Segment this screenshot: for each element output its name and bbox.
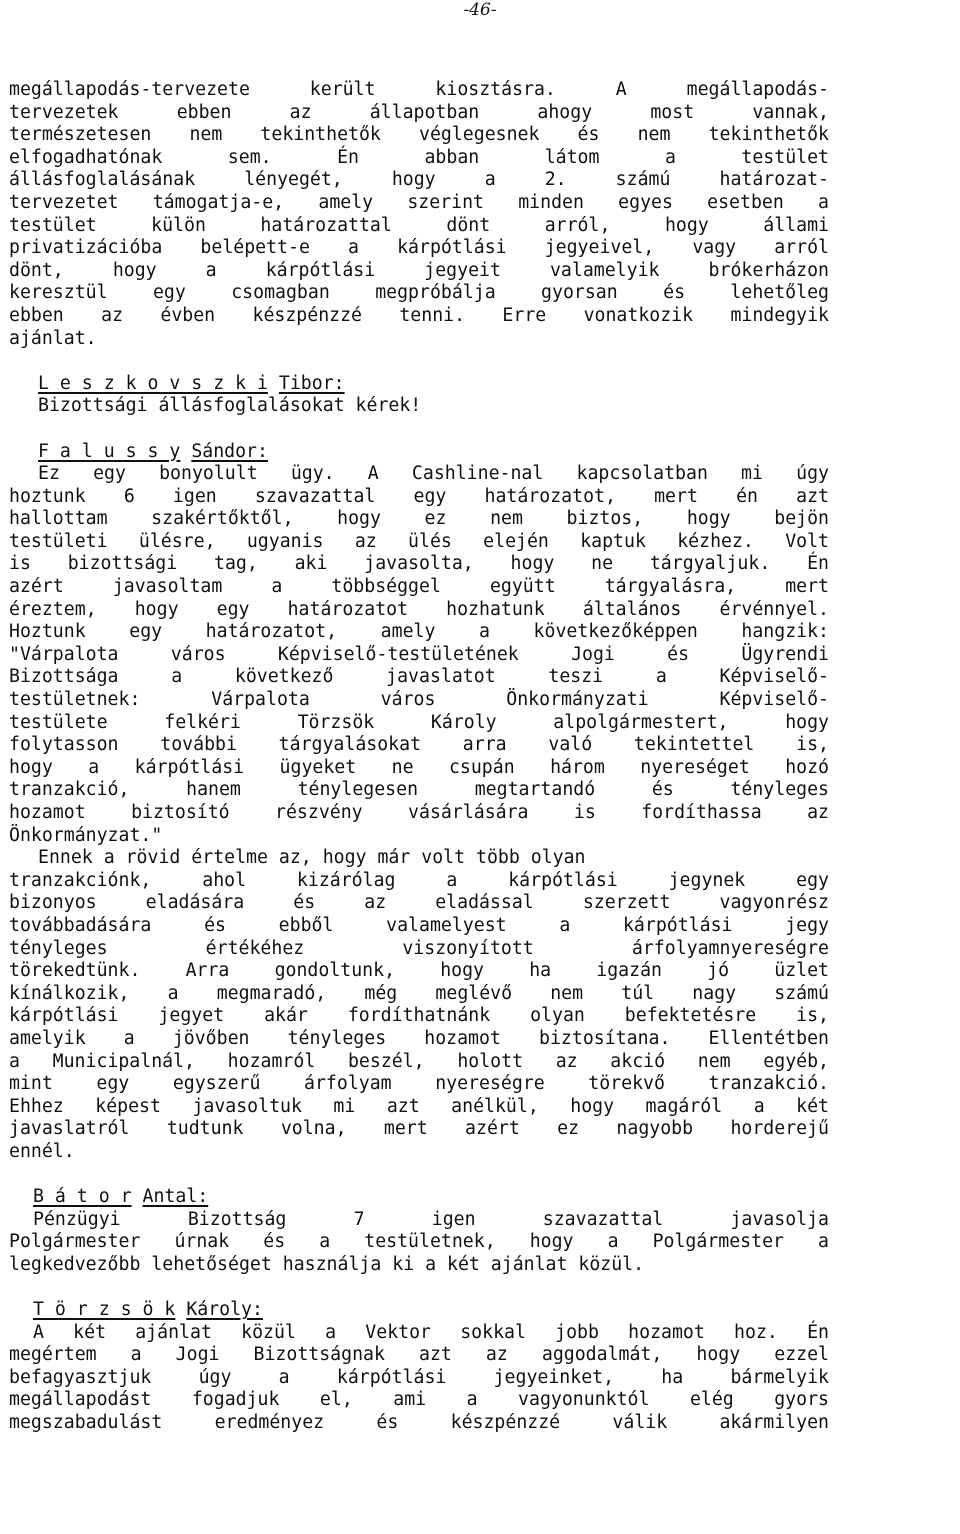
speaker-name xyxy=(9,373,829,396)
text-line: azért javasoltam a többséggel együtt tárgyalásra, mert xyxy=(9,576,829,598)
text-line: tranzakció, hanem ténylegesen megtartandó és tényleges xyxy=(9,779,829,801)
text-line: keresztül egy csomagban megpróbálja gyorsan és lehetőleg xyxy=(9,282,829,304)
text-line: bizonyos eladására és az eladással szerzett vagyonrész xyxy=(9,892,829,914)
text-line: megszabadulást eredményez és készpénzzé válik akármilyen xyxy=(9,1412,829,1434)
text-line: testület külön határozattal dönt arról, hogy állami xyxy=(9,214,829,236)
speaker-firstname: Tibor: xyxy=(278,372,345,394)
text-line: ennél. xyxy=(9,1140,75,1162)
speech-block xyxy=(9,441,829,1164)
text-line: Önkormányzat." xyxy=(9,824,163,846)
text-line: Ennek a rövid értelme az, hogy már volt több olyan xyxy=(38,847,586,869)
text-line: is bizottsági tag, aki javasolta, hogy ne tárgyaljuk. Én xyxy=(9,553,829,575)
text-line: dönt, hogy a kárpótlási jegyeit valamelyik brókerházon xyxy=(9,259,829,281)
text-line: kárpótlási jegyet akár fordíthatnánk olyan befektetésre is, xyxy=(9,1005,829,1027)
text-line: Ez egy bonyolult ügy. A Cashline-nal kapcsolatban mi úgy xyxy=(38,463,829,485)
speaker-surname: L e s z k o v s z k i xyxy=(38,372,268,394)
text-line: befagyasztjuk úgy a kárpótlási jegyeinket, ha bármelyik xyxy=(9,1366,829,1388)
text-line: privatizációba belépett-e a kárpótlási jegyeivel, vagy arról xyxy=(9,237,829,259)
text-line: folytasson további tárgyalásokat arra való tekintettel is, xyxy=(9,734,829,756)
text-line: hozamot biztosító részvény vásárlására is fordíthassa az xyxy=(9,802,829,823)
paragraph xyxy=(9,79,829,350)
text-line: kínálkozik, a megmaradó, még meglévő nem túl nagy számú xyxy=(9,982,829,1004)
text-line: testületi ülésre, ugyanis az ülés elején kaptuk kézhez. Volt xyxy=(9,530,829,552)
text-line: tervezetek ebben az állapotban ahogy most vannak, xyxy=(9,101,829,123)
text-line: javaslatról tudtunk volna, mert azért ez nagyobb horderejű xyxy=(9,1118,829,1140)
text-line: Bizottsági állásfoglalásokat kérek! xyxy=(38,395,422,417)
text-line: törekedtünk. Arra gondoltunk, hogy ha igazán jó üzlet xyxy=(9,960,829,982)
speaker-name xyxy=(9,1186,829,1209)
text-line: tervezetet támogatja-e, amely szerint minden egyes esetben a xyxy=(9,191,829,213)
document-body xyxy=(9,79,829,1435)
text-line: a Municipalnál, hozamról beszél, holott az akció nem egyéb, xyxy=(9,1050,829,1072)
speaker-firstname: Károly: xyxy=(186,1299,263,1321)
text-line: Polgármester úrnak és a testületnek, hogy a Polgármester a xyxy=(9,1231,829,1253)
text-line: hogy a kárpótlási ügyeket ne csupán három nyereséget hozó xyxy=(9,756,829,778)
text-line: állásfoglalásának lényegét, hogy a 2. számú határozat- xyxy=(9,169,829,191)
text-line: hoztunk 6 igen szavazattal egy határozatot, mert én azt xyxy=(9,485,829,507)
text-line: megállapodást fogadjuk el, ami a vagyonunktól elég gyors xyxy=(9,1389,829,1411)
page-number: -46- xyxy=(463,0,497,20)
text-line: ajánlat. xyxy=(9,327,97,349)
speaker-surname: F a l u s s y xyxy=(38,440,181,462)
text-line: Hoztunk egy határozatot, amely a következőképpen hangzik: xyxy=(9,621,829,643)
text-line: éreztem, hogy egy határozatot hozhatunk általános érvénnyel. xyxy=(9,598,829,620)
text-line: amelyik a jövőben tényleges hozamot biztosítana. Ellentétben xyxy=(9,1027,829,1049)
speech-block xyxy=(9,373,829,418)
text-line: testülete felkéri Törzsök Károly alpolgármestert, hogy xyxy=(9,711,829,733)
text-line: ebben az évben készpénzzé tenni. Erre vonatkozik mindegyik xyxy=(9,304,829,326)
paragraph-gap xyxy=(9,1276,829,1299)
text-line: Ehhez képest javasoltuk mi azt anélkül, hogy magáról a két xyxy=(9,1095,829,1117)
paragraph-gap xyxy=(9,350,829,373)
speaker-name xyxy=(9,1299,829,1322)
speaker-surname: T ö r z s ö k xyxy=(33,1299,176,1321)
text-line: megállapodás-tervezete került kiosztásra. A megállapodás- xyxy=(9,79,829,100)
text-line: testületnek: Várpalota város Önkormányzati Képviselő- xyxy=(9,689,829,711)
speaker-firstname: Sándor: xyxy=(191,440,268,462)
text-line: továbbadására és ebből valamelyest a kárpótlási jegy xyxy=(9,914,829,936)
speaker-surname: B á t o r xyxy=(33,1186,132,1208)
text-line: mint egy egyszerű árfolyam nyereségre törekvő tranzakció. xyxy=(9,1073,829,1095)
text-line: hallottam szakértőktől, hogy ez nem biztos, hogy bejön xyxy=(9,508,829,530)
text-line: természetesen nem tekinthetők véglegesnek és nem tekinthetők xyxy=(9,124,829,146)
text-line: Bizottsága a következő javaslatot teszi a Képviselő- xyxy=(9,666,829,688)
text-line: A két ajánlat közül a Vektor sokkal jobb hozamot hoz. Én xyxy=(33,1321,829,1343)
paragraph-gap xyxy=(9,1164,829,1187)
text-line: Pénzügyi Bizottság 7 igen szavazattal javasolja xyxy=(33,1208,829,1230)
text-line: elfogadhatónak sem. Én abban látom a testület xyxy=(9,146,829,168)
speech-block xyxy=(9,1299,829,1435)
speech-block xyxy=(9,1186,829,1276)
text-line: megértem a Jogi Bizottságnak azt az aggodalmát, hogy ezzel xyxy=(9,1344,829,1366)
speaker-firstname: Antal: xyxy=(142,1186,209,1208)
paragraph-gap xyxy=(9,418,829,441)
text-line: tényleges értékéhez viszonyított árfolyamnyereségre xyxy=(9,937,829,959)
text-line: legkedvezőbb lehetőséget használja ki a két ajánlat közül. xyxy=(9,1253,645,1275)
text-line: tranzakciónk, ahol kizárólag a kárpótlási jegynek egy xyxy=(9,869,829,891)
text-line: "Várpalota város Képviselő-testületének Jogi és Ügyrendi xyxy=(9,643,829,665)
speaker-name xyxy=(9,441,829,464)
